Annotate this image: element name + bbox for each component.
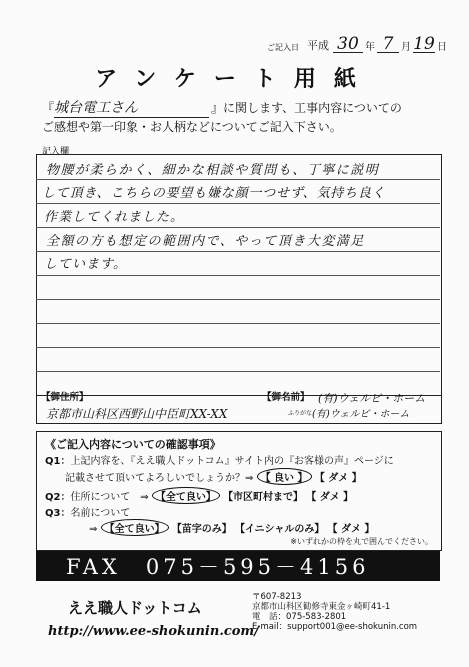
q1-label: Q1：: [45, 456, 71, 467]
q2-option-city[interactable]: 【市区町村まで】: [223, 492, 304, 503]
ruled-line: [36, 203, 440, 204]
q3-option-surname[interactable]: 【苗字のみ】: [171, 524, 232, 535]
ruled-line: [36, 179, 440, 180]
confirmation-box: [36, 431, 442, 551]
name-label: 【御名前】: [262, 392, 310, 403]
q1-text: 上記内容を、『ええ職人ドットコム』サイト内の『お客様の声』ページに: [70, 456, 394, 467]
q2-option-no[interactable]: 【 ダメ 】: [306, 492, 354, 503]
q2-text: 住所について ⇒: [70, 492, 149, 503]
confirm-heading: 《ご記入内容についての確認事項》: [45, 438, 221, 451]
q1-option-yes[interactable]: 【 良い 】: [257, 468, 312, 485]
fill-area-label: 記入欄: [42, 147, 70, 157]
comment-line: 全額の方も想定の範囲内で、やって頂き大変満足: [46, 234, 365, 249]
q3-option-initial[interactable]: 【イニシャルのみ】: [234, 524, 325, 535]
q1-row-2: [65, 468, 362, 485]
name-value: (有)ウェルビ・ホーム: [318, 392, 426, 405]
q3-label: Q3：: [45, 508, 71, 519]
intro-line2: ご感想や第一印象・お人柄などについてご記入下さい。: [42, 120, 342, 134]
month-value: 7: [377, 36, 399, 53]
brand-name: ええ職人ドットコム: [68, 599, 202, 617]
contact-tel: 電 話：075-583-2801: [252, 612, 347, 622]
filled-date: [267, 33, 447, 53]
page-title: アンケート用紙: [95, 67, 374, 92]
confirm-note: ※いずれかの枠を丸で囲んでください。: [290, 537, 433, 546]
q3-text: 名前について: [70, 508, 131, 519]
q2-label: Q2：: [45, 492, 71, 503]
comment-line: 作業してくれました。: [44, 210, 185, 225]
address-label: 【御住所】: [41, 392, 89, 403]
year-unit: 年: [365, 42, 375, 53]
contact-info: [252, 592, 417, 632]
q3-arrow: ⇒: [89, 524, 98, 535]
q1-row: [45, 452, 394, 467]
ruled-line: [36, 275, 440, 276]
comment-line: しています。: [44, 257, 127, 272]
day-unit: 日: [437, 42, 447, 53]
contact-email[interactable]: E-mail：support001@ee-shokunin.com: [252, 622, 418, 632]
q3-option-no[interactable]: 【 ダメ 】: [327, 524, 375, 535]
address-value: 京都市山科区西野山中臣町XX-XX: [46, 407, 228, 421]
ruled-line: [36, 347, 440, 348]
contractor-name: 城台電工さん: [54, 100, 139, 116]
comment-line: 物腰が柔らかく、細かな相談や質問も、丁寧に説明: [46, 163, 380, 178]
quote-open: 『: [42, 101, 55, 115]
furigana-label: ふりがな: [288, 410, 313, 417]
year-value: 30: [333, 36, 363, 53]
contact-address: 京都市山科区勧修寺東金ヶ崎町41-1: [252, 602, 391, 612]
date-label: ご記入日: [267, 43, 299, 52]
contact-zip: 〒607-8213: [252, 592, 302, 602]
q2-option-all[interactable]: 【全て良い】: [152, 487, 220, 504]
quote-close: 』: [211, 101, 224, 115]
q1-text-2: 記載させて頂いてよろしいでしょうか？⇒: [65, 473, 254, 484]
q1-option-no[interactable]: 【 ダメ 】: [314, 473, 362, 484]
day-value: 19: [413, 34, 435, 54]
q3-row: [45, 504, 130, 519]
site-url[interactable]: http://www.ee-shokunin.com/: [48, 624, 259, 639]
ruled-line: [36, 323, 440, 324]
month-unit: 月: [401, 42, 411, 53]
q3-options: [89, 519, 375, 536]
ruled-line: [36, 371, 440, 372]
intro: [42, 99, 442, 136]
q3-option-all[interactable]: 【全て良い】: [101, 519, 169, 536]
ruled-line: [36, 251, 440, 252]
furigana-value: (有)ウェルビ・ホーム: [312, 409, 410, 420]
comment-line: して頂き、こちらの要望も嫌な顔一つせず、気持ち良く: [42, 186, 386, 201]
ruled-line: [36, 227, 440, 228]
era: 平成: [307, 39, 329, 52]
q2-row: [45, 487, 353, 504]
ruled-line: [36, 299, 440, 300]
intro-line1: に関します、工事内容についての: [223, 101, 402, 115]
fax-banner: FAX 075－595－4156: [36, 551, 440, 581]
